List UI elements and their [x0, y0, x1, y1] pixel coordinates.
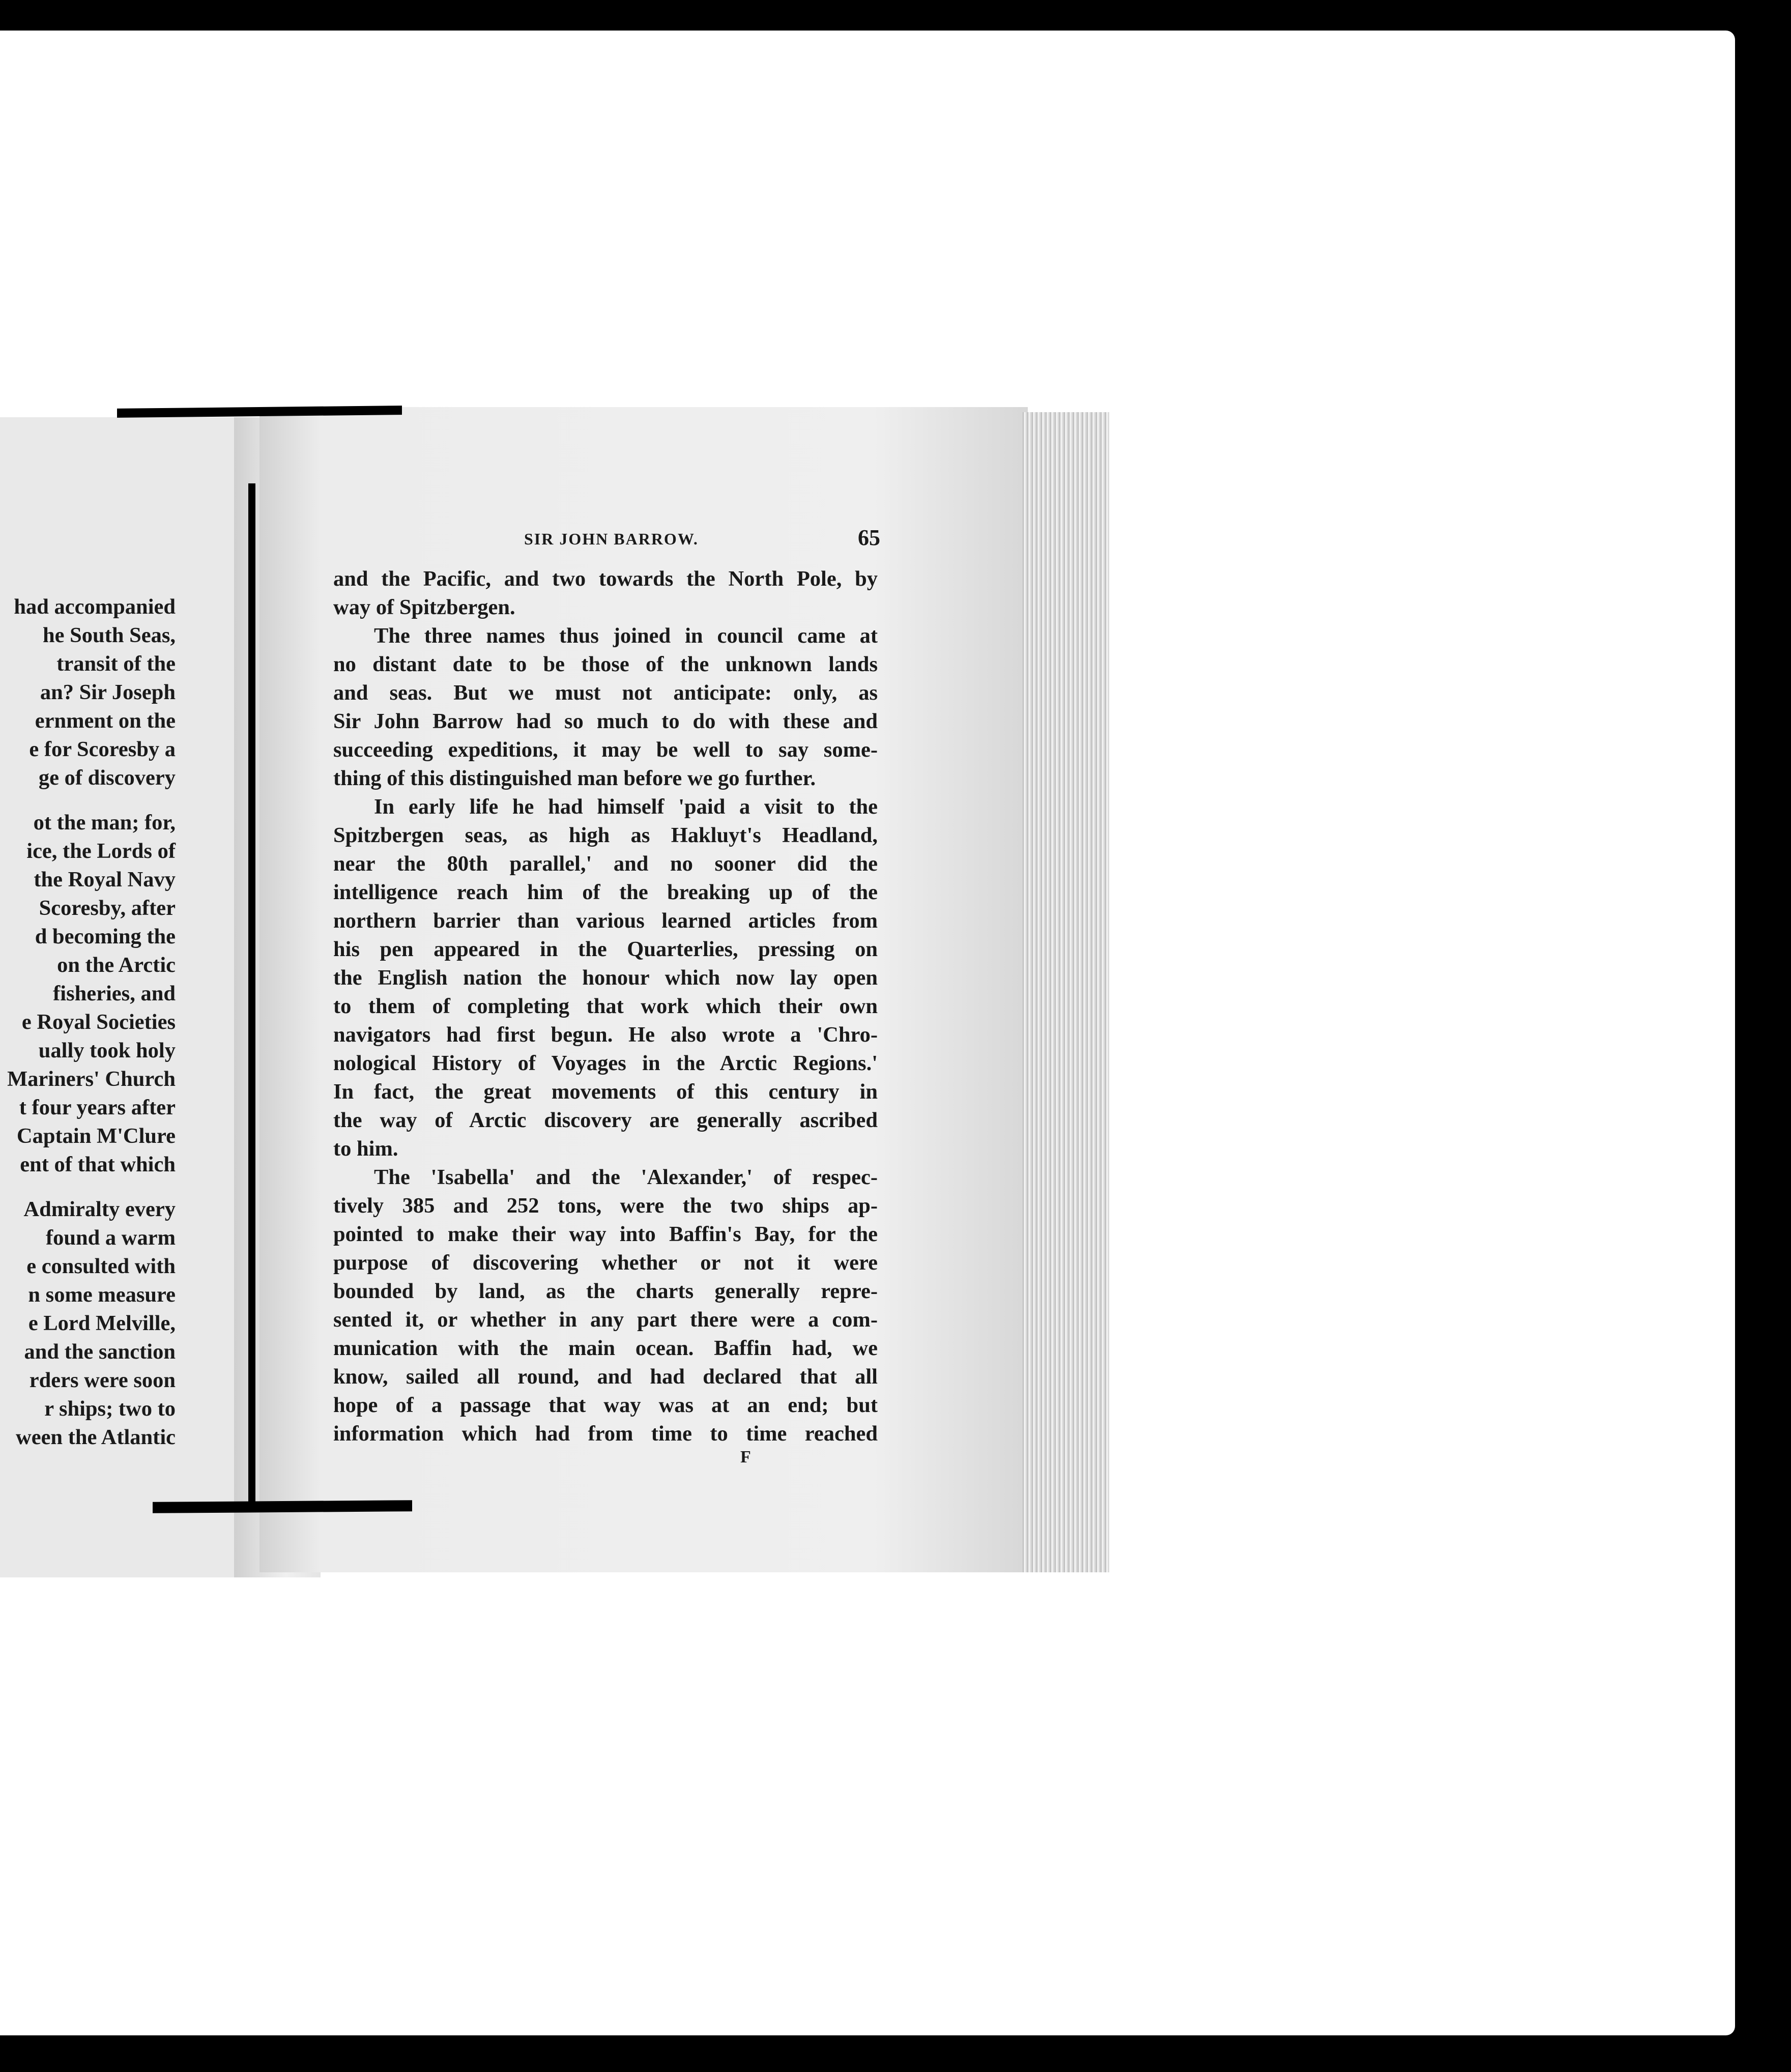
body-line: tively 385 and 252 tons, were the two ships ap- — [333, 1194, 878, 1218]
left-line: ge of discovery — [38, 766, 176, 790]
body-line: pointed to make their way into Baffin's Bay, for the — [333, 1222, 878, 1246]
left-line: e consulted with — [26, 1254, 176, 1278]
film-window — [0, 31, 1735, 2035]
body-line: no distant date to be those of the unknown lands — [333, 652, 878, 676]
body-line: northern barrier than various learned articles from — [333, 909, 878, 933]
body-line: know, sailed all round, and had declared that all — [333, 1365, 878, 1389]
body-line: succeeding expeditions, it may be well to say some- — [333, 738, 878, 762]
body-line: hope of a passage that way was at an end; but — [333, 1393, 878, 1417]
body-line: thing of this distinguished man before we go further. — [333, 766, 816, 790]
paragraph-gap — [0, 792, 176, 809]
body-line: information which had from time to time reached — [333, 1422, 878, 1446]
left-line: ent of that which — [20, 1153, 176, 1176]
body-line: The 'Isabella' and the 'Alexander,' of respec- — [374, 1165, 878, 1189]
left-line: e for Scoresby a — [29, 737, 176, 761]
page-clip-bottom — [153, 1500, 412, 1513]
body-line: In early life he had himself 'paid a visit to the — [374, 795, 878, 819]
body-line: to them of completing that work which their own — [333, 994, 878, 1018]
body-line: the way of Arctic discovery are generally ascribed — [333, 1108, 878, 1132]
left-line: e Royal Societies — [21, 1010, 176, 1034]
page-clip-spine — [248, 483, 255, 1506]
left-line: found a warm — [45, 1226, 176, 1250]
left-line: he South Seas, — [43, 623, 176, 647]
left-line: had accompanied — [14, 595, 176, 619]
body-line: In fact, the great movements of this century in — [333, 1080, 878, 1104]
left-line: rders were soon — [29, 1368, 176, 1392]
right-page-text — [333, 565, 878, 1448]
left-line: ually took holy — [38, 1039, 176, 1062]
body-line: the English nation the honour which now lay open — [333, 966, 878, 990]
left-line: n some measure — [28, 1283, 176, 1307]
left-line: r ships; two to — [44, 1397, 176, 1421]
left-line: d becoming the — [35, 925, 176, 948]
page-edges — [1023, 412, 1109, 1572]
body-line: his pen appeared in the Quarterlies, pressing on — [333, 937, 878, 961]
body-line: Spitzbergen seas, as high as Hakluyt's Headland, — [333, 823, 878, 847]
left-page-text — [0, 593, 176, 1452]
left-line: on the Arctic — [57, 953, 176, 977]
left-line: Mariners' Church — [7, 1067, 176, 1091]
left-line: ice, the Lords of — [26, 839, 176, 863]
body-line: intelligence reach him of the breaking up of the — [333, 880, 878, 904]
page-number: 65 — [858, 525, 880, 550]
running-header — [524, 527, 880, 552]
body-line: bounded by land, as the charts generally repre- — [333, 1279, 878, 1303]
left-line: transit of the — [56, 652, 176, 676]
left-line: an? Sir Joseph — [40, 680, 176, 704]
body-line: munication with the main ocean. Baffin had, we — [333, 1336, 878, 1360]
left-line: e Lord Melville, — [28, 1311, 176, 1335]
body-line: purpose of discovering whether or not it were — [333, 1251, 878, 1275]
left-line: ween the Atlantic — [16, 1425, 176, 1449]
left-line: t four years after — [19, 1096, 176, 1119]
running-head-title: SIR JOHN BARROW. — [524, 530, 699, 548]
signature-mark: F — [740, 1448, 751, 1466]
left-line: ernment on the — [35, 709, 176, 733]
body-line: navigators had first begun. He also wrote a 'Chro- — [333, 1023, 878, 1047]
left-line: Captain M'Clure — [16, 1124, 176, 1148]
book-photograph — [0, 387, 1114, 1618]
left-line: and the sanction — [24, 1340, 176, 1364]
left-line: Scoresby, after — [39, 896, 176, 920]
left-line: the Royal Navy — [34, 868, 176, 891]
body-line: sented it, or whether in any part there were a com- — [333, 1308, 878, 1332]
body-line: Sir John Barrow had so much to do with these and — [333, 709, 878, 733]
body-line: The three names thus joined in council came at — [374, 624, 878, 648]
body-line: near the 80th parallel,' and no sooner did the — [333, 852, 878, 876]
body-line: to him. — [333, 1137, 398, 1161]
body-line: and seas. But we must not anticipate: only, as — [333, 681, 878, 705]
body-line: way of Spitzbergen. — [333, 595, 515, 619]
left-line: fisheries, and — [53, 982, 176, 1005]
left-line: Admiralty every — [23, 1197, 176, 1221]
left-line: ot the man; for, — [33, 811, 176, 834]
body-line: and the Pacific, and two towards the North Pole, by — [333, 567, 878, 591]
paragraph-gap — [0, 1179, 176, 1195]
left-page — [0, 417, 270, 1577]
body-line: nological History of Voyages in the Arctic Regions.' — [333, 1051, 878, 1075]
